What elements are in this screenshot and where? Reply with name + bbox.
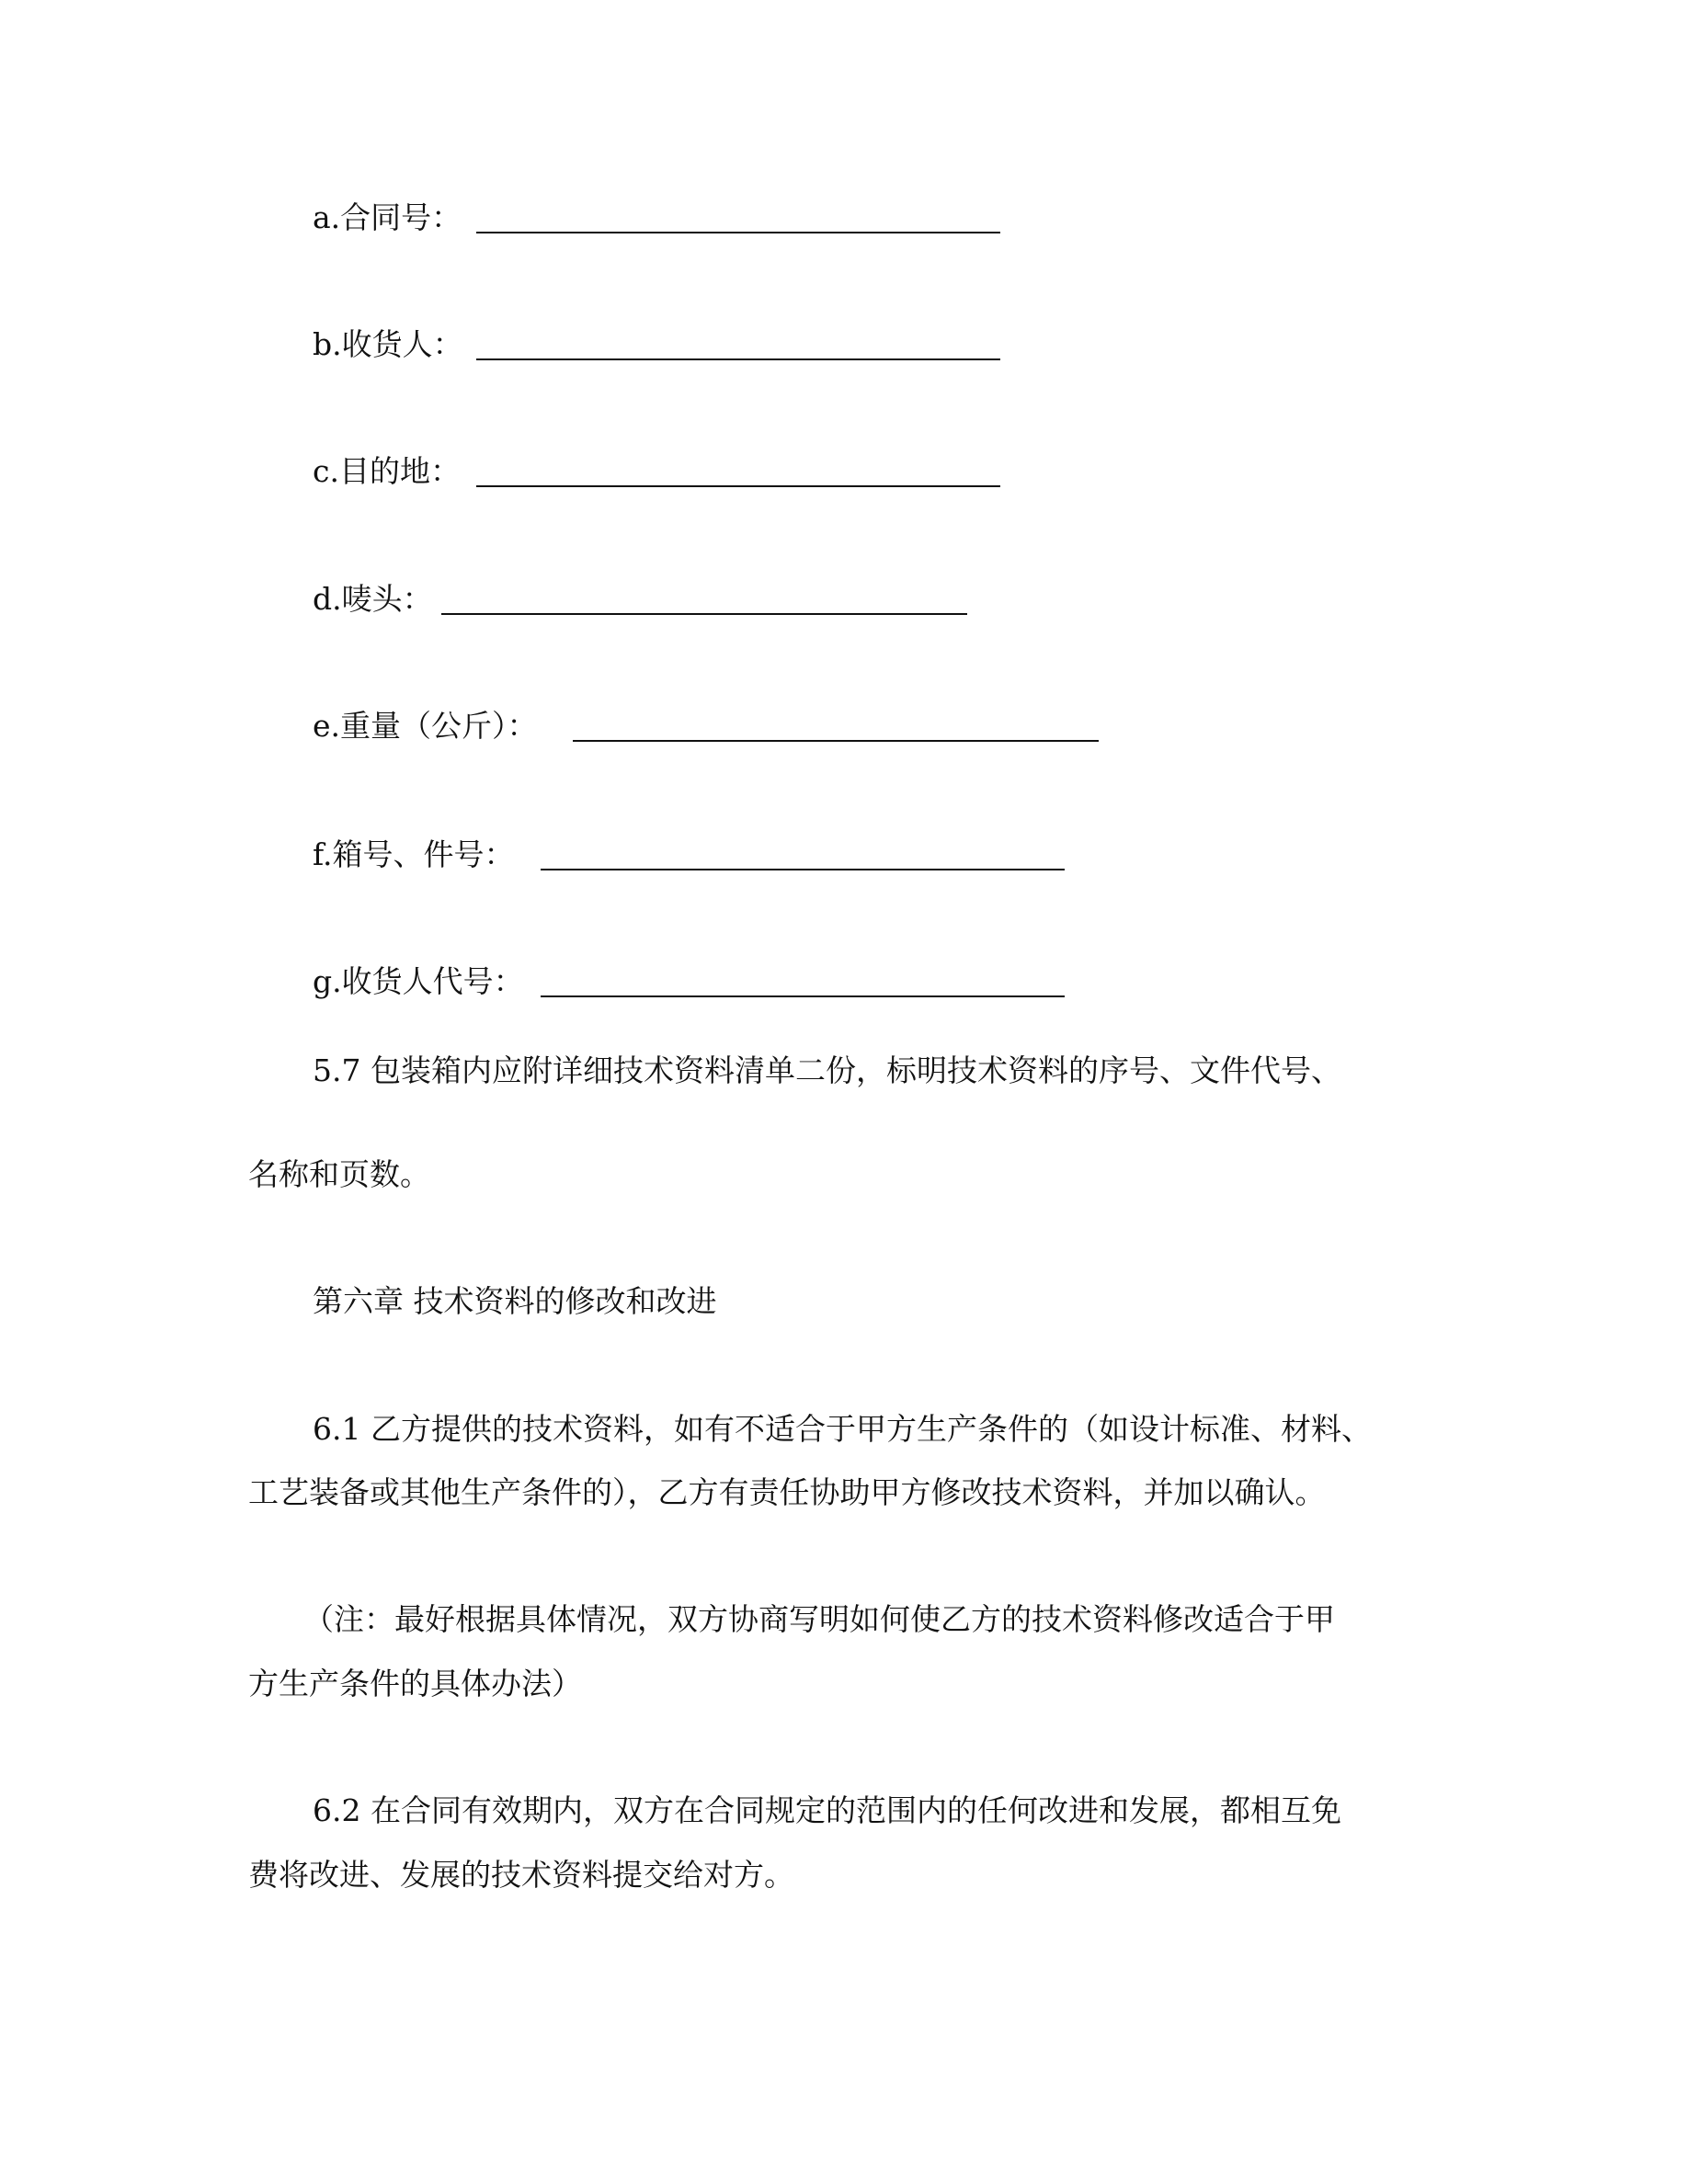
contract-no-blank[interactable] (476, 232, 1000, 233)
field-consignee-label: b.收货人： (313, 326, 463, 362)
note-line2: 方生产条件的具体办法） (248, 1666, 582, 1701)
field-consignee-code-label: g.收货人代号： (313, 963, 524, 999)
field-destination-label: c.目的地： (313, 453, 461, 489)
paragraph-5-7-line2: 名称和页数。 (248, 1156, 430, 1192)
field-case-no-label: f.箱号、件号： (313, 836, 515, 872)
weight-blank[interactable] (573, 740, 1099, 742)
paragraph-6-1-line2: 工艺装备或其他生产条件的），乙方有责任协助甲方修改技术资料，并加以确认。 (248, 1474, 1326, 1510)
shipping-mark-blank[interactable] (441, 613, 967, 615)
paragraph-6-2-line2: 费将改进、发展的技术资料提交给对方。 (248, 1857, 794, 1893)
paragraph-6-2-line1: 6.2 在合同有效期内，双方在合同规定的范围内的任何改进和发展，都相互免 (313, 1792, 1341, 1828)
consignee-blank[interactable] (476, 358, 1000, 360)
field-shipping-mark-label: d.唛头： (313, 581, 433, 617)
field-weight-label: e.重量（公斤）： (313, 708, 538, 744)
note-line1: （注：最好根据具体情况，双方协商写明如何使乙方的技术资料修改适合于甲 (303, 1601, 1335, 1637)
consignee-code-blank[interactable] (541, 995, 1065, 997)
destination-blank[interactable] (476, 485, 1000, 487)
case-no-blank[interactable] (541, 869, 1065, 870)
paragraph-5-7-line1: 5.7 包装箱内应附详细技术资料清单二份，标明技术资料的序号、文件代号、 (313, 1052, 1341, 1088)
chapter-6-heading: 第六章 技术资料的修改和改进 (313, 1283, 717, 1319)
paragraph-6-1-line1: 6.1 乙方提供的技术资料，如有不适合于甲方生产条件的（如设计标准、材料、 (313, 1411, 1372, 1447)
field-contract-no-label: a.合同号： (313, 199, 462, 235)
